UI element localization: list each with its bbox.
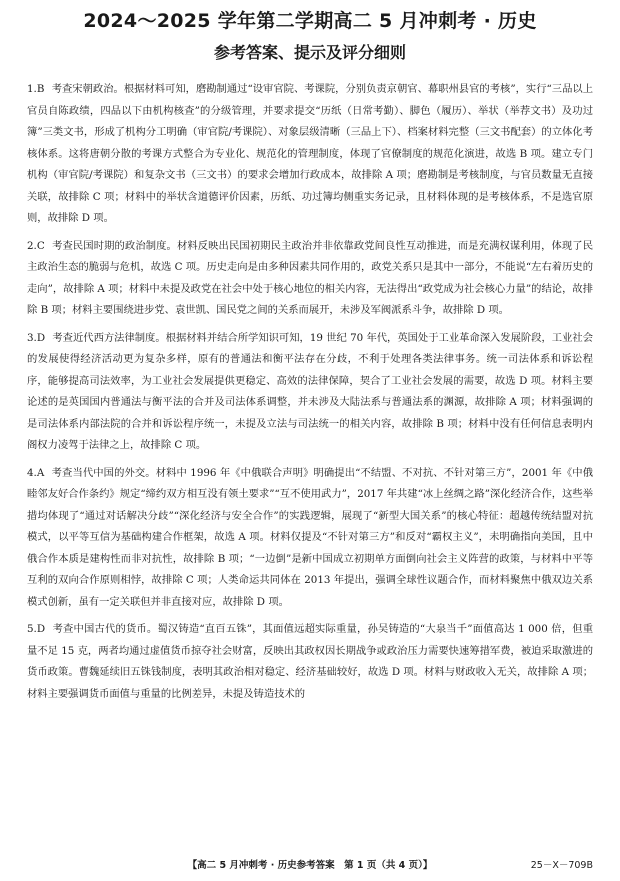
answer-item-4	[27, 463, 593, 614]
answer-item-5	[27, 619, 593, 705]
page-title: 2024～2025 学年第二学期高二 5 月冲刺考 · 历史	[83, 10, 537, 32]
answers-list	[27, 79, 593, 705]
answer-item-1	[27, 79, 593, 230]
answer-item-3	[27, 328, 593, 457]
answer-number: 3.D	[27, 331, 46, 344]
answer-number: 5.D	[27, 623, 46, 635]
answer-text: 考查近代西方法律制度。根据材料并结合所学知识可知，19 世纪 70 年代，英国处于工业革命深入发展阶段，工业社会的发展使得经济活动更为复杂多样，原有的普通法和衡平法存在分歧，不利于处理各类法律事务。统一司法体系和诉讼程序，能够提高司法效率，为工业社会发展提供更稳定、高效的法律保障，契合了工业社会发展的需要，故选 D 项。材料主要论述的是英国国内普通法与衡平法的合并及司法体系调整，并未涉及大陆法系与普通法系的渊源，故排除 A 项；材料强调的是司法体系内部法院的合并和诉讼程序统一，未提及立法与司法统一的相关内容，故排除 B 项；材料中没有任何信息表明内阁权力凌驾于法律之上，故排除 C 项。	[27, 331, 593, 451]
answer-item-2	[27, 236, 593, 322]
answer-text: 考查中国古代的货币。蜀汉铸造“直百五铢”，其面值远超实际重量，孙吴铸造的“大泉当千”面值高达 1 000 倍，但重量不足 15 克，两者均通过虚值货币掠夺社会财富，反映出其政权因长期战争或政治压力需要快速筹措军费，被迫采取激进的货币政策。曹魏延续旧五铢钱制度，表明其政治相对稳定、经济基础较好，故选 D 项。材料与财政收入无关，故排除 A 项；材料主要强调货币面值与重量的比例差异，未提及铸造技术的	[27, 623, 593, 700]
page-subtitle: 参考答案、提示及评分细则	[213, 43, 406, 62]
page-footer	[27, 859, 593, 873]
answer-text: 考查当代中国的外交。材料中 1996 年《中俄联合声明》明确提出“不结盟、不对抗、不针对第三方”，2001 年《中俄睦邻友好合作条约》规定“缔约双方相互没有领土要求”“互不使用武力”，2017 年共建“冰上丝绸之路”深化经济合作，这些举措均体现了“通过对话解决分歧”“深化经济与安全合作”的实践逻辑，展现了“新型大国关系”的核心特征：超越传统结盟对抗模式，以平等互信为基础构建合作框架，故选 A 项。材料仅提及“不针对第三方”和反对“霸权主义”，未明确指向美国，且中俄合作本质是建构性而非对抗性，故排除 B 项；“一边倒”是新中国成立初期单方面倒向社会主义阵营的政策，与材料中平等互利的双向合作原则相悖，故排除 C 项；人类命运共同体在 2013 年提出，强调全球性议题合作，而材料聚焦中俄双边关系模式创新，虽有一定关联但并非直接对应，故排除 D 项。	[27, 466, 593, 608]
footer-page-info: 【高二 5 月冲刺考 · 历史参考答案 第 1 页（共 4 页）】	[187, 860, 433, 871]
answer-number: 1.B	[27, 83, 45, 95]
answer-number: 4.A	[27, 466, 45, 479]
answer-text: 考查民国时期的政治制度。材料反映出民国初期民主政治并非依靠政党间良性互动推进，而是充满权谋利用，体现了民主政治生态的脆弱与危机，故选 C 项。历史走向是由多种因素共同作用的，政党关系只是其中一部分，不能说“左右着历史的走向”，故排除 A 项；材料中未提及政党在社会中处于核心地位的相关内容，无法得出“政党成为社会核心力量”的结论，故排除 B 项；材料主要围绕进步党、袁世凯、国民党之间的关系而展开，未涉及军阀派系斗争，故排除 D 项。	[27, 239, 593, 316]
footer-paper-code: 25－X－709B	[530, 860, 593, 871]
answer-text: 考查宋朝政治。根据材料可知，磨勘制通过“设审官院、考课院，分别负责京朝官、幕职州县官的考核”，实行“三品以上官员自陈政绩，四品以下由机构核查”的分级管理，并要求提交“历纸（日常考勤）、脚色（履历）、举状（举荐文书）及功过簿”三类文书，形成了机构分工明确（审官院/考课院）、对象层级清晰（三品上下）、档案材料完整（三文书配套）的立体化考核体系。这将唐朝分散的考课方式整合为专业化、规范化的管理制度，体现了官僚制度的规范化演进，故选 B 项。建立专门机构（审官院/考课院）和复杂文书（三文书）的要求会增加行政成本，故排除 A 项；磨勘制是考核制度，与官员数量无直接关联，故排除 C 项；材料中的举状含道德评价因素，历纸、功过簿均侧重实务记录，且材料体现的是考核体系，不是选官原则，故排除 D 项。	[27, 83, 593, 224]
answer-number: 2.C	[27, 239, 45, 252]
